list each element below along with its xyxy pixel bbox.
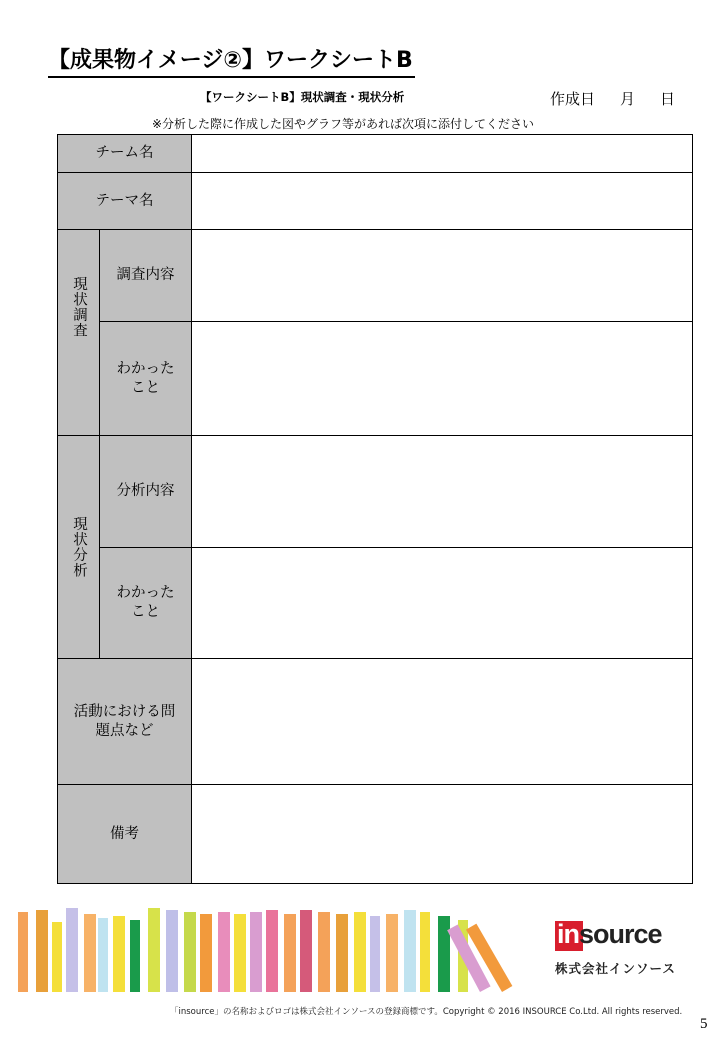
team-name-field[interactable] (192, 135, 692, 172)
book-spine (113, 916, 125, 992)
logo-company-name: 株式会社インソース (555, 961, 676, 976)
book-spine (52, 922, 62, 992)
page-number: 5 (700, 1016, 708, 1032)
analysis-findings-field[interactable] (192, 548, 692, 658)
remarks-label: 備考 (110, 825, 139, 842)
page-title: 【成果物イメージ②】ワークシートB (48, 46, 415, 78)
book-spine (200, 914, 212, 992)
survey-content-field[interactable] (192, 230, 692, 321)
book-spine (250, 912, 262, 992)
survey-findings-label: わかった こと (116, 360, 175, 396)
survey-findings-field[interactable] (192, 322, 692, 435)
remarks-field[interactable] (192, 785, 692, 883)
book-spine (300, 910, 312, 992)
team-name-label: チーム名 (95, 145, 154, 161)
book-spine (438, 916, 450, 992)
theme-name-field[interactable] (192, 173, 692, 229)
bookshelf-illustration (18, 904, 538, 992)
analysis-group-label: 現状分析 (71, 516, 87, 578)
date-month-label: 月 (620, 90, 636, 108)
book-spine (386, 914, 398, 992)
book-spine (336, 914, 348, 992)
survey-content-label: 調査内容 (116, 267, 175, 283)
book-spine (370, 916, 380, 992)
analysis-content-field[interactable] (192, 436, 692, 547)
book-spine (266, 910, 278, 992)
copyright-notice: 「insource」の名称およびロゴは株式会社インソースの登録商標です。Copyright © 2016 INSOURCE Co.Ltd. All rights reserved. (170, 1007, 683, 1017)
book-spine (148, 908, 160, 992)
date-label: 作成日 (550, 90, 596, 108)
book-spine (84, 914, 96, 992)
analysis-findings-label: わかった こと (116, 585, 175, 620)
book-spine (218, 912, 230, 992)
logo-wordmark: insource (557, 919, 662, 949)
worksheet-subtitle: 【ワークシートB】現状調査・現状分析 (200, 90, 405, 104)
book-spine (420, 912, 430, 992)
insource-logo (555, 917, 685, 979)
issues-field[interactable] (192, 659, 692, 784)
book-spine (184, 912, 196, 992)
attachment-note: ※分析した際に作成した図やグラフ等があれば次項に添付してください (152, 117, 535, 131)
creation-date (550, 88, 675, 109)
book-spine (404, 910, 416, 992)
analysis-content-label: 分析内容 (116, 483, 175, 499)
book-spine (234, 914, 246, 992)
book-spine (284, 914, 296, 992)
issues-label: 活動における問 題点など (73, 703, 176, 739)
book-spine (130, 920, 140, 992)
book-spine (318, 912, 330, 992)
worksheet-table (57, 134, 693, 884)
book-spine (18, 912, 28, 992)
book-spine (354, 912, 366, 992)
survey-group-label: 現状調査 (71, 276, 87, 338)
book-spine (66, 908, 78, 992)
book-spine (166, 910, 178, 992)
book-spine (98, 918, 108, 992)
date-day-label: 日 (660, 90, 676, 108)
book-spine (36, 910, 48, 992)
theme-name-label: テーマ名 (95, 192, 154, 209)
